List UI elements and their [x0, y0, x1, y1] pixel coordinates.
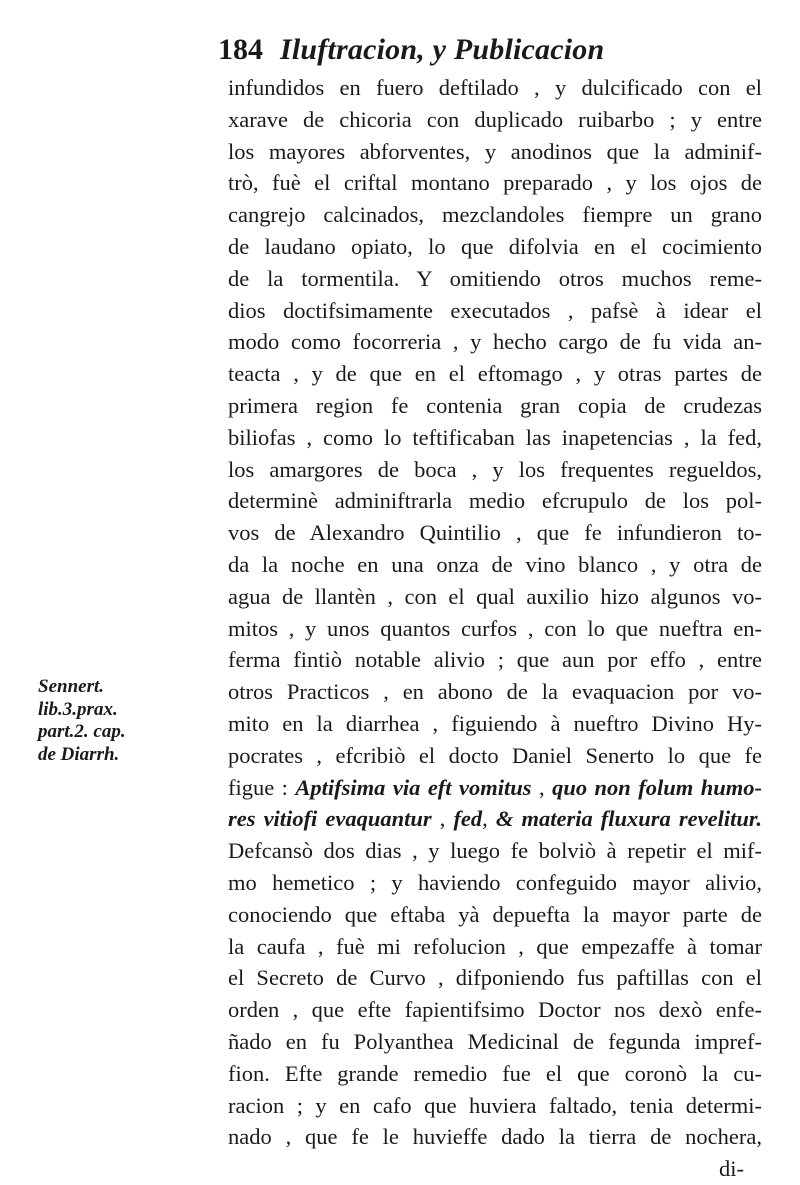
text-line: cangrejo calcinados, mezclandoles fiempre un grano [228, 202, 762, 228]
page-number: 184 [218, 33, 263, 66]
text-line: los mayores abforventes, y anodinos que la adminif- [228, 138, 762, 164]
text-line: modo como focorreria , y hecho cargo de fu vida an- [228, 329, 762, 355]
main-text [228, 72, 762, 1185]
catchword: di- [719, 1156, 744, 1182]
latin-quote-line [228, 803, 762, 835]
text-line: mo hemetico ; y haviendo confeguido mayor alivio, [228, 869, 762, 895]
text-line: dios doctifsimamente executados , pafsè à idear el [228, 297, 762, 323]
text-line: mito en la diarrhea , figuiendo à nueftro Divino Hy- [228, 710, 762, 736]
margin-citation-line: de Diarrh. [38, 743, 120, 765]
text-line: el Secreto de Curvo , difponiendo fus paftillas con el [228, 965, 762, 991]
text-line: teacta , y de que en el eftomago , y otras partes de [228, 361, 762, 387]
quote-sep: , [531, 774, 553, 800]
text-line: pocrates , efcribiò el docto Daniel Senerto lo que fe [228, 742, 762, 768]
text-line: ferma fintiò notable alivio ; que aun por effo , entre [228, 647, 762, 673]
text-line: primera region fe contenia gran copia de crudezas [228, 392, 762, 418]
text-line: xarave de chicoria con duplicado ruibarbo ; y entre [228, 106, 762, 132]
text-line: biliofas , como lo teftificaban las inapetencias , la fed, [228, 424, 762, 450]
text-line: agua de llantèn , con el qual auxilio hizo algunos vo- [228, 583, 762, 609]
text-line: otros Practicos , en abono de la evaquacion por vo- [228, 679, 762, 705]
quote-sep: , [482, 806, 496, 832]
latin-quote-part: & materia fluxura revelitur. [495, 806, 762, 832]
latin-quote-part: Aptifsima via eft vomitus [295, 774, 532, 800]
text-line: de laudano opiato, lo que difolvia en el cocimiento [228, 233, 762, 259]
text-line: da la noche en una onza de vino blanco , y otra de [228, 551, 762, 577]
text-line: trò, fuè el criftal montano preparado , y los ojos de [228, 170, 762, 196]
page-header [218, 28, 758, 72]
text-line: racion ; y en cafo que huviera faltado, tenia determi- [228, 1092, 762, 1118]
margin-citation-line: lib.3.prax. [38, 698, 118, 720]
text-line: Defcansò dos dias , y luego fe bolviò à repetir el mif- [228, 838, 762, 864]
margin-citation-line: Sennert. [38, 676, 104, 697]
margin-citation-line: part.2. cap. [38, 721, 126, 742]
latin-quote-part: fed [453, 806, 483, 832]
quote-sep: , [431, 806, 454, 832]
text-line: infundidos en fuero deftilado , y dulcificado con el [228, 75, 762, 100]
margin-citation [38, 676, 218, 766]
text-line: mitos , y unos quantos curfos , con lo que nueftra en- [228, 615, 762, 641]
text-line: orden , que efte fapientifsimo Doctor nos dexò enfe- [228, 997, 762, 1023]
latin-quote-part: res vitiofi evaquantur [228, 806, 432, 832]
text-line: los amargores de boca , y los frequentes regueldos, [228, 456, 762, 482]
text-line: conociendo que eftaba yà depuefta la mayor parte de [228, 901, 762, 927]
text-line: nado , que fe le huvieffe dado la tierra de nochera, [228, 1124, 762, 1150]
text-line: la caufa , fuè mi refolucion , que empezaffe à tomar [228, 933, 762, 959]
running-title: Iluftracion, y Publicacion [280, 33, 605, 66]
text-line: de la tormentila. Y omitiendo otros muchos reme- [228, 265, 762, 291]
text-line: fion. Efte grande remedio fue el que coronò la cu- [228, 1060, 762, 1086]
latin-quote-line [228, 772, 762, 804]
latin-quote-part: quo non folum humo- [552, 774, 763, 800]
quote-lead: figue : [228, 774, 296, 800]
text-line: determinè adminiftrarla medio efcrupulo de los pol- [228, 488, 762, 514]
text-line: vos de Alexandro Quintilio , que fe infundieron to- [228, 520, 762, 546]
text-line: ñado en fu Polyanthea Medicinal de fegunda impref- [228, 1028, 762, 1054]
